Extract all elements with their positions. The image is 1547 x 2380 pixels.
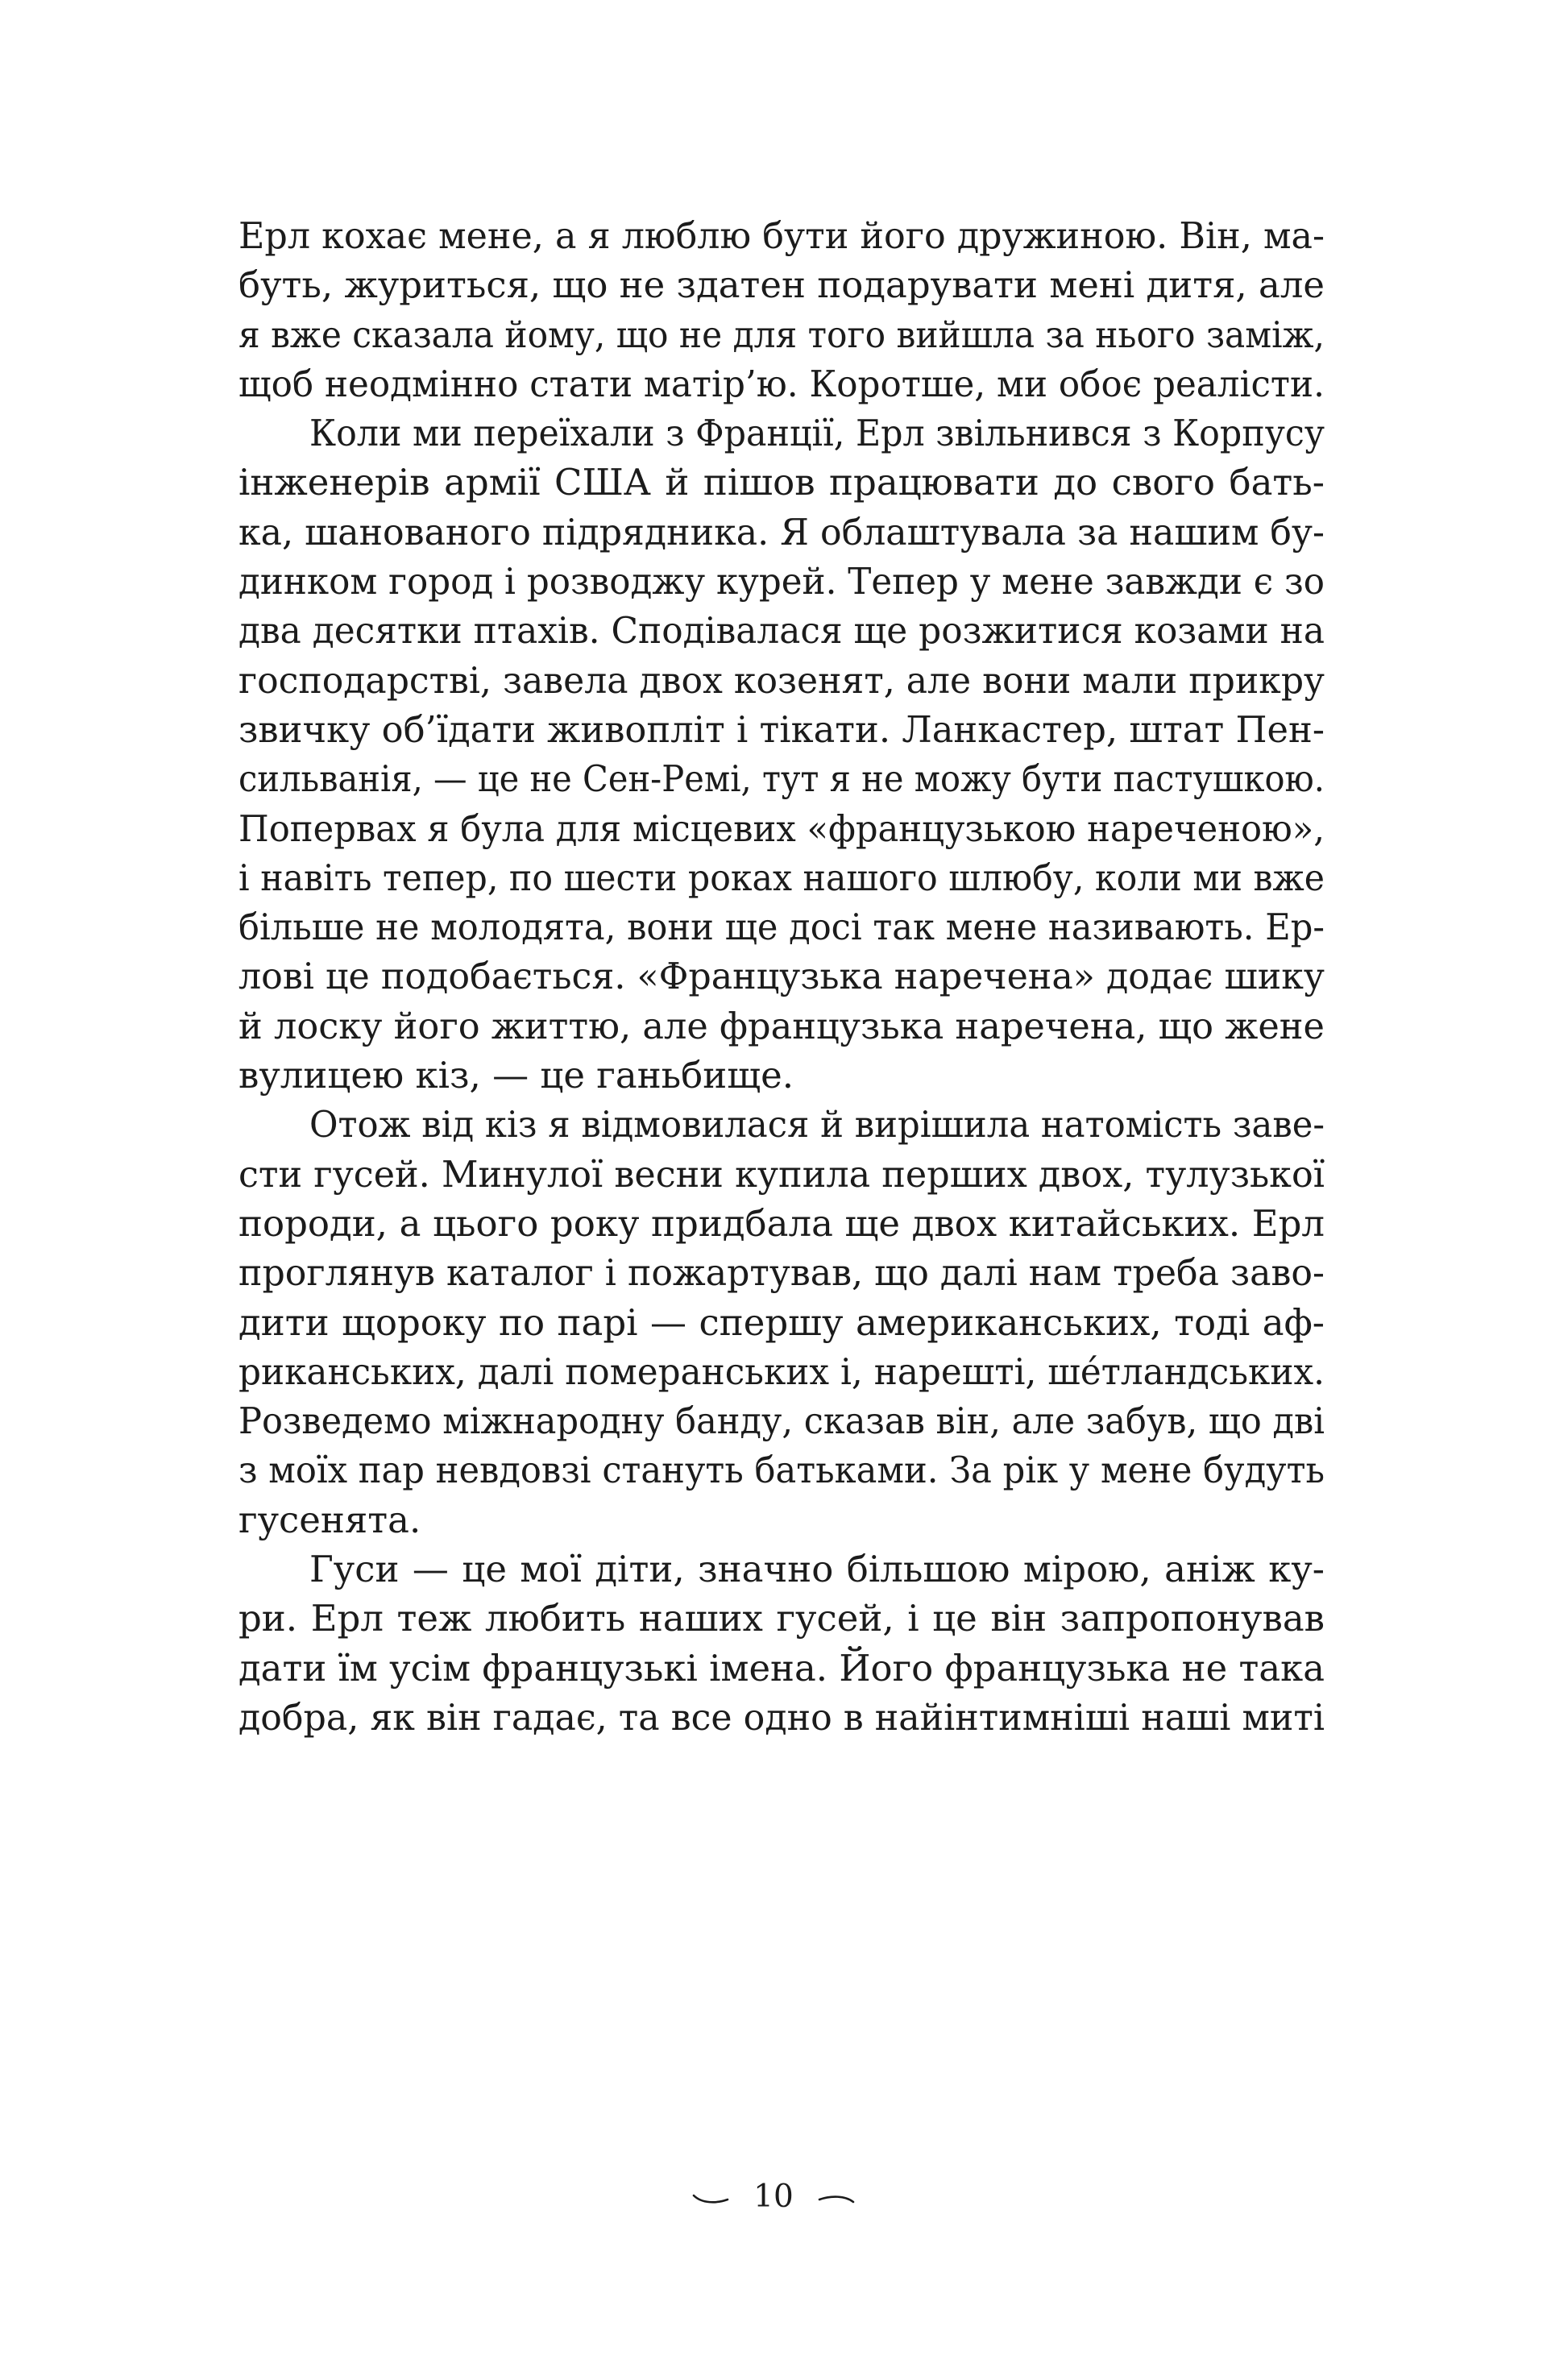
text-line: сти гусей. Минулої весни купила перших двох, тулузької: [238, 1152, 1325, 1196]
swash-left-icon: [692, 2192, 729, 2205]
text-line: звичку об’їдати живопліт і тікати. Ланкастер, штат Пен-: [238, 707, 1325, 751]
text-line: породи, а цього року придбала ще двох китайських. Ерл: [238, 1201, 1325, 1245]
text-line: Попервах я була для місцевих «французькою нареченою»,: [238, 806, 1325, 850]
text-line: й лоску його життю, але французька наречена, що жене: [238, 1004, 1325, 1047]
page-number: 10: [753, 2179, 794, 2215]
text-line: господарстві, завела двох козенят, але вони мали прикру: [238, 658, 1325, 702]
text-line: добра, як він гадає, та все одно в найінтимніші наші миті: [238, 1695, 1325, 1739]
paragraph: [238, 211, 1325, 408]
text-line: риканських, далі померанських і, нарешті, ше́тландських.: [238, 1350, 1325, 1393]
text-line: дати їм усім французькі імена. Його французька не така: [238, 1646, 1325, 1690]
text-line: я вже сказала йому, що не для того вийшла за нього заміж,: [238, 313, 1325, 356]
text-line: Розведемо міжнародну банду, сказав він, але забув, що дві: [238, 1399, 1325, 1443]
text-line: з моїх пар невдовзі стануть батьками. За рік у мене будуть: [238, 1449, 1325, 1492]
swash-right-icon: [818, 2192, 855, 2205]
paragraph: [238, 1100, 1325, 1545]
text-line: Отож від кіз я відмовилася й вирішила натомість заве-: [309, 1103, 1325, 1146]
text-line: Гуси — це мої діти, значно більшою мірою, аніж ку-: [309, 1548, 1325, 1591]
page-footer: [0, 2177, 1547, 2217]
text-line: проглянув каталог і пожартував, що далі нам треба заво-: [238, 1251, 1325, 1295]
text-line: два десятки птахів. Сподівалася ще розжитися козами на: [238, 609, 1325, 653]
text-line: дити щороку по парі — спершу американських, тоді аф-: [238, 1300, 1325, 1344]
text-line: ри. Ерл теж любить наших гусей, і це він запропонував: [238, 1597, 1325, 1640]
text-line: ка, шанованого підрядника. Я облаштувала за нашим бу-: [238, 510, 1325, 554]
text-line: Ерл кохає мене, а я люблю бути його дружиною. Він, ма-: [238, 214, 1325, 257]
text-line: гусенята.: [238, 1498, 421, 1541]
text-line: більше не молодята, вони ще досі так мене називають. Ер-: [238, 906, 1325, 949]
text-line: Коли ми переїхали з Франції, Ерл звільнився з Корпусу: [309, 412, 1325, 455]
text-line: сильванія, — це не Сен-Ремі, тут я не можу бути пастушкою.: [238, 757, 1325, 801]
body-text: [238, 211, 1325, 1742]
text-line: вулицею кіз, — це ганьбище.: [238, 1054, 794, 1097]
paragraph: [238, 408, 1325, 1100]
text-line: інженерів армії США й пішов працювати до свого бать-: [238, 461, 1325, 504]
text-line: лові це подобається. «Французька наречена» додає шику: [238, 955, 1325, 998]
paragraph: [238, 1545, 1325, 1742]
text-line: динком город і розводжу курей. Тепер у мене завжди є зо: [238, 560, 1325, 603]
text-line: і навіть тепер, по шести роках нашого шлюбу, коли ми вже: [238, 856, 1325, 899]
text-line: буть, журиться, що не здатен подарувати мені дитя, але: [238, 263, 1325, 307]
text-line: щоб неодмінно стати матір’ю. Коротше, ми обоє реалісти.: [238, 362, 1325, 405]
